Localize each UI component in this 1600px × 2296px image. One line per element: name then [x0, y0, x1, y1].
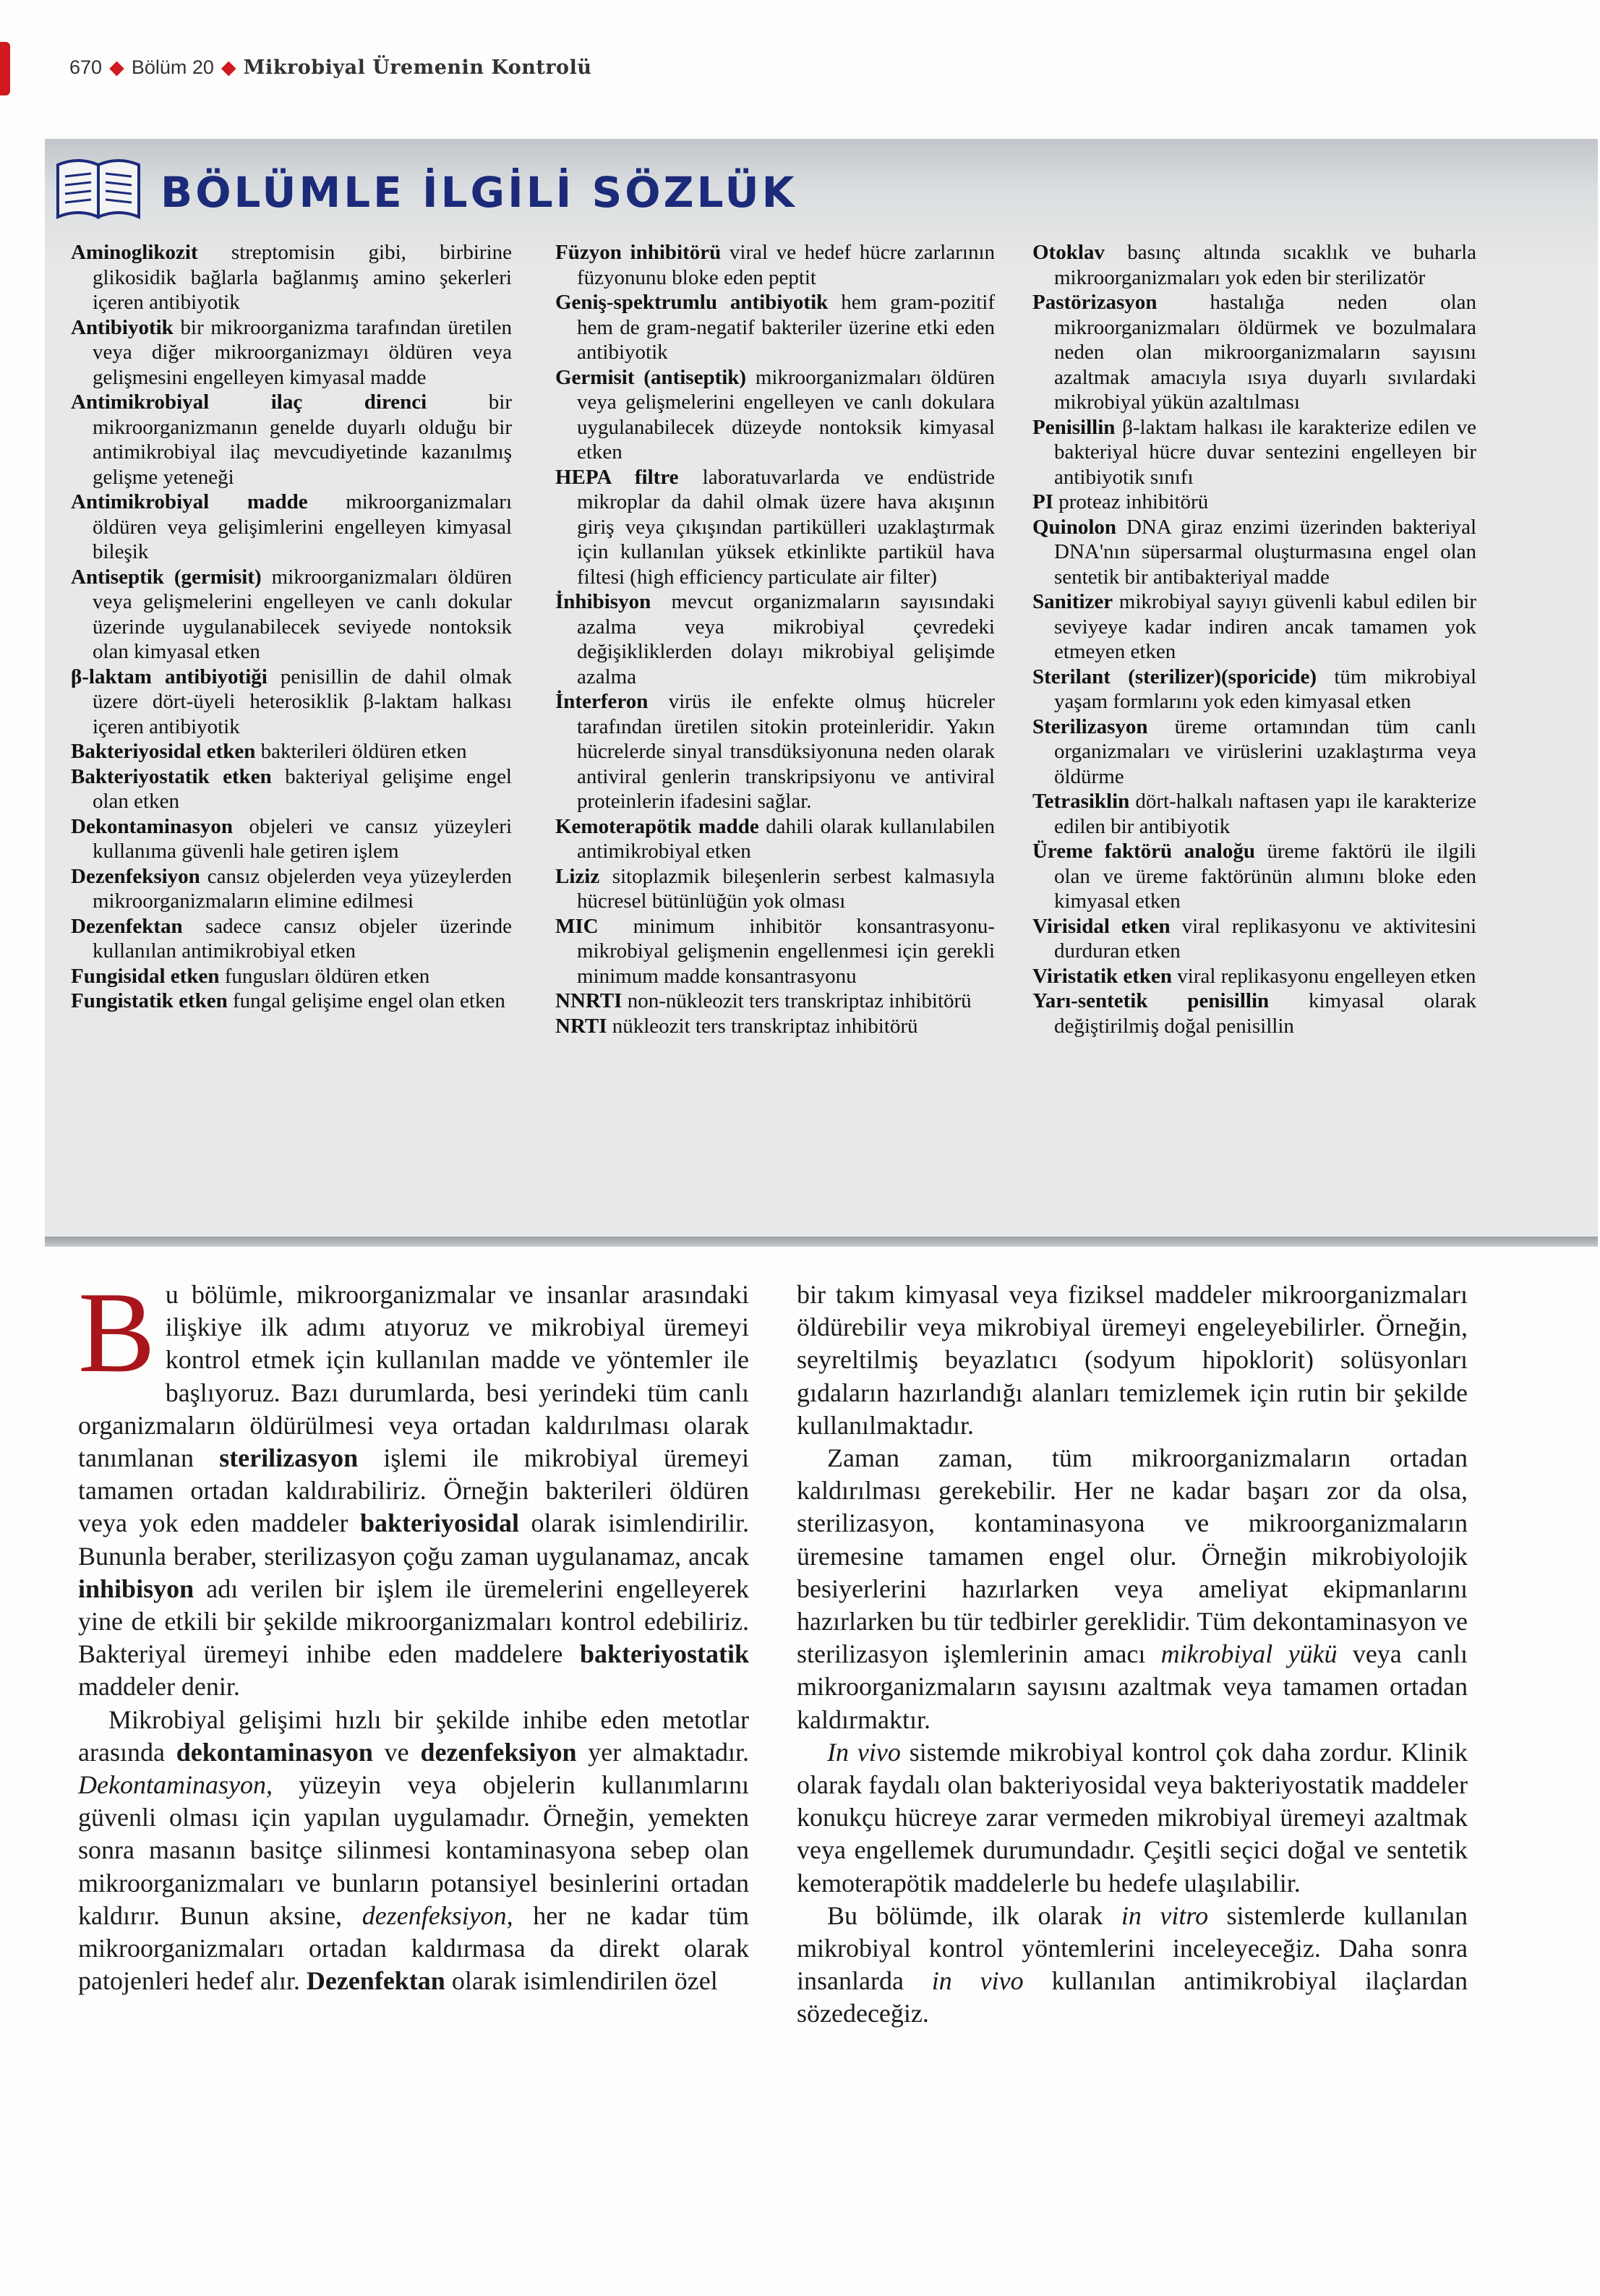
glossary-term: Üreme faktörü analoğu [1032, 840, 1255, 863]
glossary-entry [1032, 589, 1476, 665]
glossary-entry [1032, 789, 1476, 839]
glossary-term: Aminoglikozit [71, 241, 198, 264]
glossary-term: İnhibisyon [555, 590, 651, 613]
in-vivo-paragraph: In vivo sistemde mikrobiyal kontrol çok daha zordur. Klinik olarak faydalı olan bakteriyosidal veya bakteriyostatik maddeler konukçu hücreye zarar vermeden mikrobiyal üremeyi azaltmak veya engellemek durumundadır. Çeşitli seçici doğal ve sentetik kemoterapötik maddelerle bu hedefe ulaşılabilir. [797, 1737, 1468, 1898]
glossary-entry [555, 814, 995, 864]
glossary-definition: β-laktam halkası ile karakterize edilen ve bakteriyal hücre duvar sentezini engelleyen bir antibiyotik sınıfı [1054, 415, 1476, 489]
glossary-term: Antimikrobiyal ilaç direnci [71, 391, 427, 414]
glossary-entry [555, 365, 995, 465]
open-book-icon [52, 152, 146, 221]
glossary-definition: fungusları öldüren etken [224, 964, 430, 988]
glossary-entry [71, 315, 512, 391]
glossary-definition: kimyasal olarak değiştirilmiş doğal penisillin [1054, 989, 1476, 1038]
glossary-entry [1032, 290, 1476, 415]
glossary-term: NNRTI [555, 989, 623, 1012]
decontamination-paragraph: Mikrobiyal gelişimi hızlı bir şekilde inhibe eden metotlar arasında dekontaminasyon ve dezenfeksiyon yer almaktadır. Dekontaminasyon, yüzeyin veya objelerin kullanımlarını güvenli olması için yapılan uygulamadır. Örneğin, yemekten sonra masanın basitçe silinmesi kontaminasyona sebep olan mikroorganizmaları ve bunların potansiyel besinlerini ortadan kaldırır. Bunun aksine, dezenfeksiyon, her ne kadar tüm mikroorganizmaları ortadan kaldırmasa da direkt olarak patojenleri hedef alır. Dezenfektan olarak isimlendirilen özel [78, 1704, 750, 1996]
glossary-column-3 [1032, 240, 1476, 1038]
chapter-label: Bölüm 20 [131, 56, 214, 78]
glossary-term: Fungisidal etken [71, 964, 220, 988]
glossary-entry [1032, 714, 1476, 790]
glossary-term: PI [1032, 490, 1053, 513]
glossary-entry [555, 1014, 995, 1039]
glossary-definition: üreme faktörü ile ilgili olan ve üreme faktörünün alımını bloke eden kimyasal etken [1054, 840, 1476, 913]
glossary-term: Yarı-sentetik penisillin [1032, 989, 1270, 1012]
glossary-definition: non-nükleozit ters transkriptaz inhibitörü [627, 989, 972, 1012]
glossary-definition: sitoplazmik bileşenlerin serbest kalmasıyla hücresel bütünlüğün yok olması [577, 864, 996, 913]
term-bakteriyostatik: bakteriyostatik [580, 1639, 749, 1669]
glossary-term: Dezenfektan [71, 914, 183, 938]
glossary-entry [1032, 914, 1476, 964]
glossary-definition: hastalığa neden olan mikroorganizmaları öldürmek ve bozulmalara neden olan mikroorganizmaların sayısını azaltmak amacıyla ısıya duyarlı sıvılardaki mikrobiyal yükün azaltılması [1054, 291, 1476, 414]
glossary-entry [555, 689, 995, 814]
glossary-definition: mikroorganizmaları öldüren veya gelişmelerini engelleyen ve canlı dokular üzerinde uygulanabilecek seviyede nontoksik olan kimyasal etken [93, 565, 512, 663]
glossary-term: Geniş-spektrumlu antibiyotik [555, 291, 829, 314]
glossary-entry [71, 665, 512, 740]
glossary-definition: laboratuvarlarda ve endüstride mikroplar da dahil olmak üzere hava akışının giriş veya çıkışından partikülleri uzaklaştırmak için kullanılan yüksek etkinlikte partikül hava filtesi (high efficiency particulate air filter) [577, 465, 995, 589]
glossary-definition: bir mikroorganizma tarafından üretilen veya diğer mikroorganizmayı öldüren veya gelişmesini engelleyen kimyasal madde [93, 315, 513, 389]
glossary-entry [555, 589, 995, 689]
glossary-definition: nükleozit ters transkriptaz inhibitörü [612, 1014, 918, 1038]
glossary-definition: üreme ortamından tüm canlı organizmaları ve virüslerini uzaklaştırma veya öldürme [1054, 714, 1476, 788]
glossary-definition: viral ve hedef hücre zarlarının füzyonunu bloke eden peptit [577, 241, 995, 289]
glossary-term: Germisit (antiseptik) [555, 365, 747, 389]
glossary-entry [71, 390, 512, 490]
glossary-definition: mikroorganizmaları öldüren veya gelişimlerini engelleyen kimyasal bileşik [93, 490, 512, 563]
glossary-definition: objeleri ve cansız yüzeyleri kullanıma güvenli hale getiren işlem [93, 814, 513, 863]
glossary-definition: bakterileri öldüren etken [260, 740, 467, 763]
glossary-definition: sadece cansız objeler üzerinde kullanılan antimikrobiyal etken [93, 914, 513, 963]
glossary-definition: mikrobiyal sayıyı güvenli kabul edilen bir seviyeye kadar indiren ancak tamamen yok etmeyen etken [1054, 590, 1477, 663]
glossary-term: Bakteriyosidal etken [71, 740, 256, 763]
glossary-term: Pastörizasyon [1032, 291, 1158, 314]
glossary-entry [555, 989, 995, 1014]
glossary-entry [1032, 490, 1476, 515]
glossary-entry [1032, 415, 1476, 490]
glossary-term: Kemoterapötik madde [555, 814, 759, 838]
term-inhibisyon: inhibisyon [78, 1574, 194, 1603]
glossary-entry [1032, 665, 1476, 714]
glossary-definition: mevcut organizmaların sayısındaki azalma veya mikrobiyal çevredeki değişikliklerden dolayı mikrobiyal gelişimde azalma [577, 590, 995, 688]
glossary-term: Penisillin [1032, 415, 1116, 439]
glossary-definition: basınç altında sıcaklık ve buharla mikroorganizmaları yok eden bir sterilizatör [1054, 241, 1476, 289]
glossary-definition: viral replikasyonu ve aktivitesini durduran etken [1054, 914, 1477, 963]
glossary-entry [1032, 964, 1476, 989]
glossary-entry [71, 864, 512, 914]
glossary-term: Bakteriyostatik etken [71, 764, 272, 788]
page-number: 670 [69, 56, 103, 78]
glossary-term: Füzyon inhibitörü [555, 241, 722, 264]
glossary-title: BÖLÜMLE İLGİLİ SÖZLÜK [161, 168, 797, 217]
glossary-entry [555, 914, 995, 989]
glossary-definition: bakteriyal gelişime engel olan etken [93, 764, 512, 813]
body-column-right [797, 1279, 1468, 2031]
term-dezenfektan: Dezenfektan [306, 1966, 445, 1996]
glossary-definition: tüm mikrobiyal yaşam formlarını yok eden kimyasal etken [1054, 665, 1477, 713]
glossary-term: Dekontaminasyon [71, 814, 233, 838]
glossary-entry [555, 240, 995, 290]
glossary-term: Antimikrobiyal madde [71, 490, 308, 513]
glossary-entry [71, 764, 512, 814]
glossary-term: NRTI [555, 1014, 607, 1038]
diamond-icon: ◆ [109, 56, 124, 78]
glossary-entry [1032, 240, 1476, 290]
diamond-icon: ◆ [221, 56, 236, 78]
glossary-definition: proteaz inhibitörü [1058, 490, 1209, 513]
glossary-column-2 [555, 240, 995, 1038]
glossary-term: Sterilizasyon [1032, 714, 1148, 738]
term-sterilizasyon: sterilizasyon [219, 1443, 359, 1473]
continued-paragraph: bir takım kimyasal veya fiziksel maddeler mikroorganizmaları öldürebilir veya mikrobiyal üremeyi engeleyebilirler. Örneğin, seyreltilmiş beyazlatıcı (sodyum hipoklorit) solüsyonları gıdaların hazırlandığı alanları temizlemek için rutin bir şekilde kullanılmaktadır. [797, 1280, 1468, 1440]
body-column-left [78, 1268, 750, 1997]
glossary-definition: viral replikasyonu engelleyen etken [1177, 964, 1476, 988]
glossary-entry [1032, 989, 1476, 1038]
term-bakteriyosidal: bakteriyosidal [359, 1508, 519, 1538]
page-edge-tab [0, 42, 10, 95]
glossary-term: Tetrasiklin [1032, 790, 1130, 813]
glossary-definition: penisillin de dahil olmak üzere dört-üyeli heterosiklik β-laktam halkası içeren antibiyotik [93, 665, 512, 738]
glossary-definition: hem gram-pozitif hem de gram-negatif bakteriler üzerine etki eden antibiyotik [577, 291, 996, 364]
glossary-definition: mikroorganizmaları öldüren veya gelişmelerini engelleyen ve canlı dokulara uygulanabilecek düzeyde nontoksik kimyasal etken [577, 365, 995, 464]
chapter-overview-paragraph: Bu bölümde, ilk olarak in vitro sistemlerde kullanılan mikrobiyal kontrol yöntemlerini inceleyeceğiz. Daha sonra insanlarda in vivo kullanılan antimikrobiyal ilaçlardan sözedeceğiz. [797, 1900, 1468, 2028]
glossary-definition: dahili olarak kullanılabilen antimikrobiyal etken [577, 814, 996, 863]
glossary-definition: virüs ile enfekte olmuş hücreler tarafından üretilen sitokin proteinleridir. Yakın hücrelerde sinyal transdüksiyonuna neden olarak antiviral genlerin transkripsiyonu ve antiviral proteinlerin ifadesini sağlar. [577, 690, 996, 813]
intro-paragraph: Bu bölümle, mikroorganizmalar ve insanlar arasındaki ilişkiye ilk adımı atıyoruz ve mikrobiyal üremeyi kontrol etmek için kullanılan madde ve yöntemler ile başlıyoruz. Bazı durumlarda, besi yerindeki tüm canlı organizmaların öldürülmesi veya ortadan kaldırılması olarak tanımlanan sterilizasyon işlemi ile mikrobiyal üremeyi tamamen ortadan kaldırabiliriz. Örneğin bakterileri öldüren veya yok eden maddeler bakteriyosidal olarak isimlendirilir. Bununla beraber, sterilizasyon çoğu zaman uygulanamaz, ancak inhibisyon adı verilen bir işlem ile üremelerini engelleyerek yine de etkili bir şekilde mikroorganizmaları kontrol edebiliriz. Bakteriyal üremeyi inhibe eden maddelere bakteriyostatik maddeler denir. [78, 1268, 749, 1702]
glossary-entry [555, 465, 995, 590]
glossary-entry [555, 864, 995, 914]
glossary-term: İnterferon [555, 690, 649, 713]
glossary-term: Otoklav [1032, 241, 1105, 264]
glossary-definition: cansız objelerden veya yüzeylerden mikroorganizmaların elimine edilmesi [93, 864, 512, 913]
glossary-term: Virisidal etken [1032, 914, 1171, 938]
glossary-definition: bir mikroorganizmanın genelde duyarlı olduğu bir antimikrobiyal ilaç mevcudiyetinde kazanılmış gelişme yeteneği [93, 391, 513, 489]
glossary-entry [71, 565, 512, 665]
term-dekontaminasyon: dekontaminasyon [176, 1737, 373, 1767]
glossary-term: Liziz [555, 864, 600, 888]
glossary-definition: DNA giraz enzimi üzerinden bakteriyal DNA'nın süpersarmal oluşturmasına engel olan sentetik bir antibakteriyal madde [1054, 515, 1477, 589]
glossary-definition: dört-halkalı naftasen yapı ile karakterize edilen bir antibiyotik [1054, 790, 1477, 838]
glossary-definition: fungal gelişime engel olan etken [232, 989, 505, 1012]
glossary-term: Sanitizer [1032, 590, 1113, 613]
glossary-column-1 [71, 240, 512, 1014]
glossary-term: Quinolon [1032, 515, 1117, 539]
glossary-entry [555, 290, 995, 365]
glossary-entry [71, 989, 512, 1014]
glossary-entry [71, 964, 512, 989]
glossary-box-bottom-edge [45, 1237, 1598, 1247]
glossary-term: Fungistatik etken [71, 989, 228, 1012]
drop-cap: B [78, 1268, 155, 1396]
glossary-term: β-laktam antibiyotiği [71, 665, 268, 688]
glossary-term: Viristatik etken [1032, 964, 1173, 988]
chapter-title: Mikrobiyal Üremenin Kontrolü [243, 56, 592, 79]
glossary-entry [71, 914, 512, 964]
glossary-entry [71, 814, 512, 864]
glossary-entry [71, 739, 512, 764]
glossary-term: Sterilant (sterilizer)(sporicide) [1032, 665, 1317, 688]
glossary-entry [71, 240, 512, 315]
glossary-entry [71, 490, 512, 565]
glossary-definition: streptomisin gibi, birbirine glikosidik bağlarla bağlanmış amino şekerleri içeren antibiyotik [93, 241, 513, 314]
glossary-term: HEPA filtre [555, 465, 679, 489]
glossary-definition: minimum inhibitör konsantrasyonu-mikrobiyal gelişmenin engellenmesi için gerekli minimum madde konsantrasyonu [577, 914, 996, 988]
glossary-term: Dezenfeksiyon [71, 864, 200, 888]
term-dezenfeksiyon: dezenfeksiyon [420, 1737, 577, 1767]
glossary-term: Antibiyotik [71, 315, 174, 339]
glossary-entry [1032, 515, 1476, 590]
running-header [69, 56, 591, 79]
sterilization-paragraph: Zaman zaman, tüm mikroorganizmaların ortadan kaldırılması gerekebilir. Her ne kadar başarı zor da olsa, sterilizasyon, kontaminasyona ve mikroorganizmaların üremesine tamamen engel olur. Örneğin mikrobiyolojik besiyerlerini hazırlarken veya ameliyat ekipmanlarını hazırlarken bu tür tedbirler gereklidir. Tüm dekontaminasyon ve sterilizasyon işlemlerinin amacı mikrobiyal yükü veya canlı mikroorganizmaların sayısını azaltmak veya tamamen ortadan kaldırmaktır. [797, 1443, 1468, 1734]
glossary-term: MIC [555, 914, 599, 938]
glossary-term: Antiseptik (germisit) [71, 565, 262, 589]
glossary-entry [1032, 839, 1476, 914]
